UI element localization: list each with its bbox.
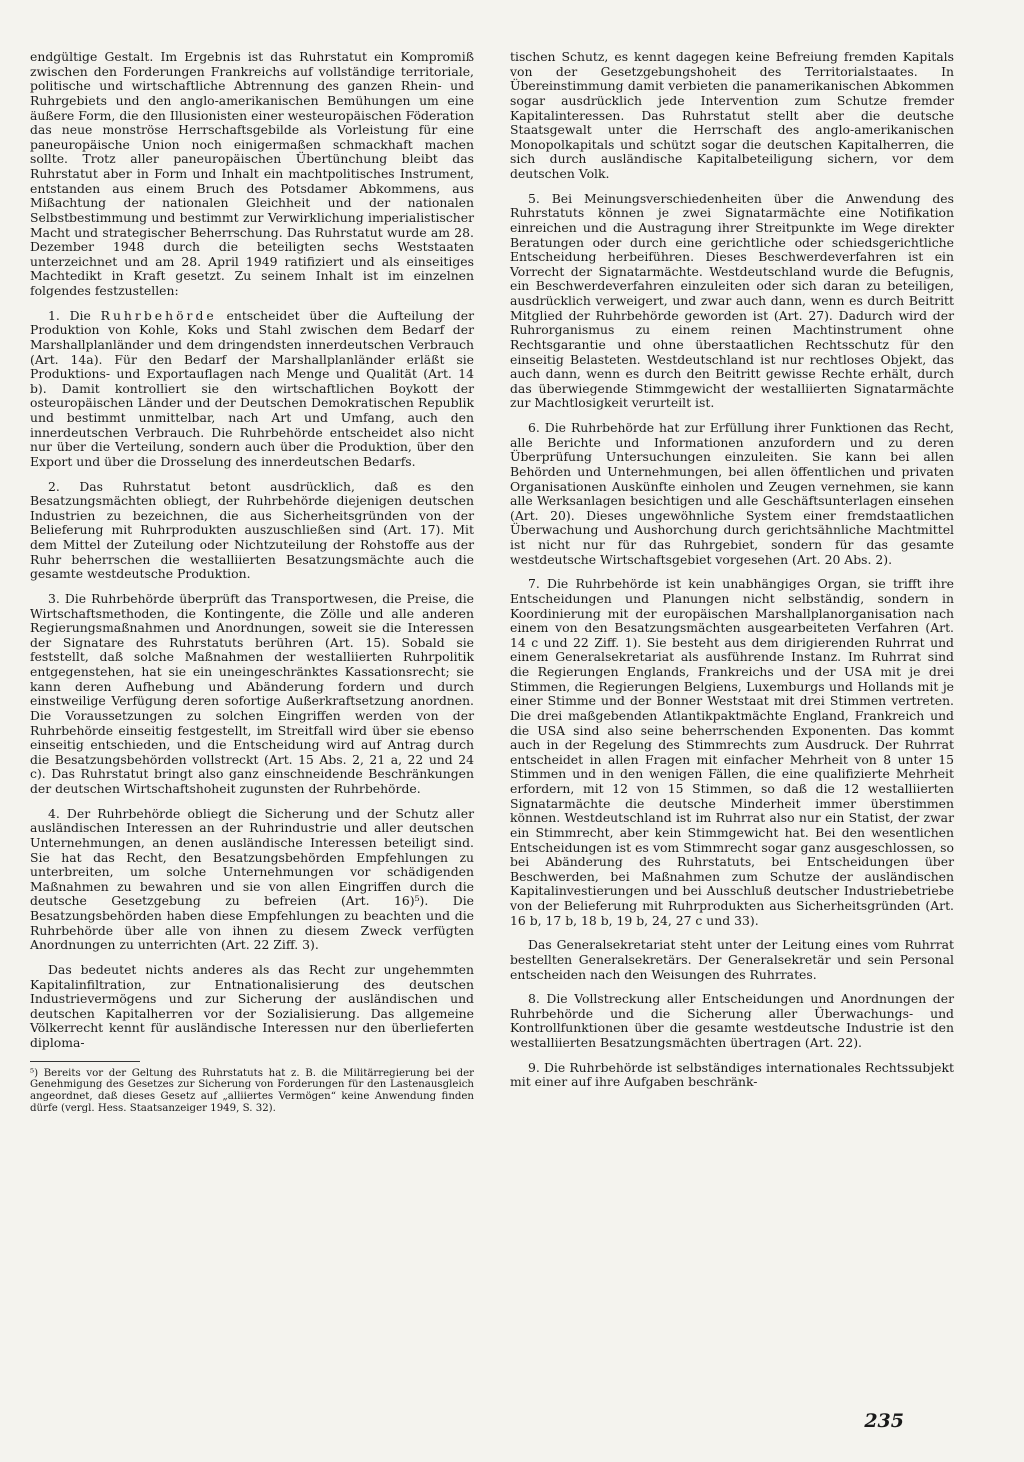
item-1-spaced-word: Ruhrbehörde (100, 307, 217, 323)
paragraph-item-3: 3. Die Ruhrbehörde überprüft das Transportwesen, die Preise, die Wirtschaftsmethoden, die Kontingente, die Zölle und alle anderen Regierungsmaßnahmen und Anordnungen, soweit sie die Interessen der Signatare des Ruhrstatuts berühren (Art. 15). Sobald sie feststellt, daß solche Maßnahmen der westalliierten Ruhrpolitik entgegenstehen, hat sie ein uneingeschränktes Kassationsrecht; sie kann deren Aufhebung und Abänderung fordern und durch einstweilige Verfügung deren sofortige Außerkraftsetzung anordnen. Die Voraussetzungen zu solchen Eingriffen werden von der Ruhrbehörde einseitig festgestellt, im Streitfall wird über sie ebenso einseitig entschieden, und die Entscheidung wird auf Antrag durch die Besatzungsbehörden vollstreckt (Art. 15 Abs. 2, 21 a, 22 und 24 c). Das Ruhrstatut bringt also ganz einschneidende Beschränkungen der deutschen Wirtschaftshoheit zugunsten der Ruhrbehörde. (30, 590, 474, 796)
paragraph-item-9: 9. Die Ruhrbehörde ist selbständiges internationales Rechtssubjekt mit einer auf ihre Aufgaben beschränk- (510, 1059, 954, 1090)
paragraph-intro: endgültige Gestalt. Im Ergebnis ist das Ruhrstatut ein Kompromiß zwischen den Forderungen Frankreichs auf vollständige territoriale, politische und wirtschaftliche Abtrennung des ganzen Rhein- und Ruhrgebiets und den anglo-amerikanischen Bemühungen um eine äußere Form, die den Illusionisten einer westeuropäischen Föderation das neue monströse Herrschaftsgebilde als Vorleistung für eine paneuropäische Union noch einigermaßen schmackhaft machen sollte. Trotz aller paneuropäischen Übertünchung bleibt das Ruhrstatut aber in Form und Inhalt ein machtpolitisches Instrument, entstanden aus einem Bruch des Potsdamer Abkommens, aus Mißachtung der nationalen Gleichheit und der nationalen Selbstbestimmung und bestimmt zur Verwirklichung imperialistischer Macht und strategischer Beherrschung. Das Ruhrstatut wurde am 28. Dezember 1948 durch die beteiligten sechs Weststaaten unterzeichnet und am 28. April 1949 ratifiziert und als einseitiges Machtedikt in Kraft gesetzt. Zu seinem Inhalt ist im einzelnen folgendes festzustellen: (30, 49, 474, 298)
paragraph-item-5: 5. Bei Meinungsverschiedenheiten über die Anwendung des Ruhrstatuts können je zwei Signatarmächte eine Notifikation einreichen und die Austragung ihrer Streitpunkte im Wege direkter Beratungen oder durch eine gerichtliche oder schiedsgerichtliche Entscheidung herbeiführen. Dieses Beschwerdeverfahren ist ein Vorrecht der Signatarmächte. Westdeutschland wurde die Befugnis, ein Beschwerdeverfahren einzuleiten oder sich daran zu beteiligen, ausdrücklich verweigert, und zwar auch dann, wenn es durch Beitritt Mitglied der Ruhrbehörde geworden ist (Art. 27). Dadurch wird der Ruhrorganismus zu einem reinen Machtinstrument ohne Rechtsgarantie und ohne überstaatlichen Rechtsschutz für den einseitig Belasteten. Westdeutschland ist nur rechtloses Objekt, das auch dann, wenn es durch den Beitritt gewisse Rechte erhält, durch das überwiegende Stimmgewicht der westalliierten Signatarmächte zur Machtlosigkeit verurteilt ist. (510, 190, 954, 411)
left-column (30, 50, 474, 1125)
paragraph-item-1 (30, 309, 474, 470)
right-column (510, 50, 954, 1100)
paragraph-item-8: 8. Die Vollstreckung aller Entscheidungen und Anordnungen der Ruhrbehörde und die Sicherung aller Überwachungs- und Kontrollfunktionen über die gesamte westdeutsche Industrie ist den westalliierten Besatzungsmächten übertragen (Art. 22). (510, 991, 954, 1050)
paragraph-generalsekretariat: Das Generalsekretariat steht unter der Leitung eines vom Ruhrrat bestellten Generalsekretärs. Der Generalsekretär und sein Personal entscheiden nach den Weisungen des Ruhrrates. (510, 937, 954, 982)
page-number: 235 (864, 1410, 904, 1432)
paragraph-continuation: tischen Schutz, es kennt dagegen keine Befreiung fremden Kapitals von der Gesetzgebungshoheit des Territorialstaates. In Übereinstimmung damit verbieten die panamerikanischen Abkommen sogar ausdrücklich jede Intervention zum Schutze fremder Kapitalinteressen. Das Ruhrstatut stellt aber die deutsche Staatsgewalt unter die Herrschaft des anglo-amerikanischen Monopolkapitals und schützt sogar die deutschen Kapitalherren, die sich durch ausländische Kapitalbeteiligung sichern, vor dem deutschen Volk. (510, 49, 954, 181)
paragraph-item-2: 2. Das Ruhrstatut betont ausdrücklich, daß es den Besatzungsmächten obliegt, der Ruhrbehörde diejenigen deutschen Industrien zu bezeichnen, die aus Sicherheitsgründen von der Belieferung mit Ruhrprodukten auszuschließen sind (Art. 17). Mit dem Mittel der Zuteilung oder Nichtzuteilung der Rohstoffe aus der Ruhr beherrschen die westalliierten Besatzungsmächte auch die gesamte westdeutsche Produktion. (30, 478, 474, 582)
item-1-prefix: 1. Die (48, 307, 101, 323)
footnote-divider (30, 1061, 140, 1062)
paragraph-item-6: 6. Die Ruhrbehörde hat zur Erfüllung ihrer Funktionen das Recht, alle Berichte und Informationen anzufordern und zu deren Überprüfung Untersuchungen einzuleiten. Sie kann bei allen Behörden und Unternehmungen, bei allen öffentlichen und privaten Organisationen Auskünfte einholen und Zeugen vernehmen, sie kann alle Werksanlagen besichtigen und alle Geschäftsunterlagen einsehen (Art. 20). Dieses ungewöhnliche System einer fremdstaatlichen Überwachung und Aushorchung durch gerichtsähnliche Machtmittel ist nicht nur für das Ruhrgebiet, sondern für das gesamte westdeutsche Wirtschaftsgebiet vorgesehen (Art. 20 Abs. 2). (510, 420, 954, 567)
paragraph-item-4: 4. Der Ruhrbehörde obliegt die Sicherung und der Schutz aller ausländischen Interessen an der Ruhrindustrie und aller deutschen Unternehmungen, an denen ausländische Interessen beteiligt sind. Sie hat das Recht, den Besatzungsbehörden Empfehlungen zu unterbreiten, um solche Unternehmungen vor schädigenden Maßnahmen zu bewahren und sie von allen Eingriffen durch die deutsche Gesetzgebung zu befreien (Art. 16)⁵). Die Besatzungsbehörden haben diese Empfehlungen zu beachten und die Ruhrbehörde über alle von ihnen zu diesem Zweck verfügten Anordnungen zu unterrichten (Art. 22 Ziff. 3). (30, 805, 474, 953)
item-1-text: entscheidet über die Aufteilung der Produktion von Kohle, Koks und Stahl zwischen dem Bedarf der Marshallplanländer und dem dringendsten innerdeutschen Verbrauch (Art. 14a). Für den Bedarf der Marshallplanländer erläßt sie Produktions- und Exportauflagen nach Menge und Qualität (Art. 14 b). Damit kontrolliert sie den wirtschaftlichen Boykott der osteuropäischen Länder und der Deutschen Demokratischen Republik und bestimmt unmittelbar, nach Art und Umfang, auch den innerdeutschen Verbrauch. Die Ruhrbehörde entscheidet also nicht nur über die Verteilung, sondern auch über die Produktion, über den Export und über die Drosselung des innerdeutschen Bedarfs. (30, 307, 474, 469)
paragraph-capital: Das bedeutet nichts anderes als das Recht zur ungehemmten Kapitalinfiltration, zur Entnationalisierung des deutschen Industrievermögens und zur Sicherung der ausländischen und deutschen Kapitalherren vor der Sozialisierung. Das allgemeine Völkerrecht kennt für ausländische Interessen nur den überlieferten diploma- (30, 961, 474, 1050)
footnote: ⁵) Bereits vor der Geltung des Ruhrstatuts hat z. B. die Militärregierung bei der Genehmigung des Gesetzes zur Sicherung von Forderungen für den Lastenausgleich angeordnet, daß dieses Gesetz auf „alliiertes Vermögen“ keine Anwendung finden dürfe (vergl. Hess. Staatsanzeiger 1949, S. 32). (30, 1067, 474, 1114)
paragraph-item-7: 7. Die Ruhrbehörde ist kein unabhängiges Organ, sie trifft ihre Entscheidungen und Planungen nicht selbständig, sondern in Koordinierung mit der europäischen Marshallplanorganisation nach einem von den Besatzungsmächten ausgearbeiteten Verfahren (Art. 14 c und 22 Ziff. 1). Sie besteht aus dem dirigierenden Ruhrrat und einem Generalsekretariat als ausführende Instanz. Im Ruhrrat sind die Regierungen Englands, Frankreichs und der USA mit je drei Stimmen, die Regierungen Belgiens, Luxemburgs und Hollands mit je einer Stimme und der Bonner Weststaat mit drei Stimmen vertreten. Die drei maßgebenden Atlantikpaktmächte England, Frankreich und die USA sind also seine beherrschenden Exponenten. Das kommt auch in der Regelung des Stimmrechts zum Ausdruck. Der Ruhrrat entscheidet in allen Fragen mit einfacher Mehrheit von 8 unter 15 Stimmen und in den wenigen Fällen, die eine qualifizierte Mehrheit erfordern, mit 12 von 15 Stimmen, so daß die 12 westalliierten Signatarmächte die deutsche Minderheit immer überstimmen können. Westdeutschland ist im Ruhrrat also nur ein Statist, der zwar ein Stimmrecht, aber kein Stimmgewicht hat. Bei den wesentlichen Entscheidungen ist es vom Stimmrecht sogar ganz ausgeschlossen, so bei Abänderung des Ruhrstatuts, bei Entscheidungen über Beschwerden, bei Maßnahmen zum Schutze der ausländischen Kapitalinvestierungen und bei Ausschluß deutscher Industriebetriebe von der Belieferung mit Ruhrprodukten aus Sicherheitsgründen (Art. 16 b, 17 b, 18 b, 19 b, 24, 27 c und 33). (510, 576, 954, 928)
